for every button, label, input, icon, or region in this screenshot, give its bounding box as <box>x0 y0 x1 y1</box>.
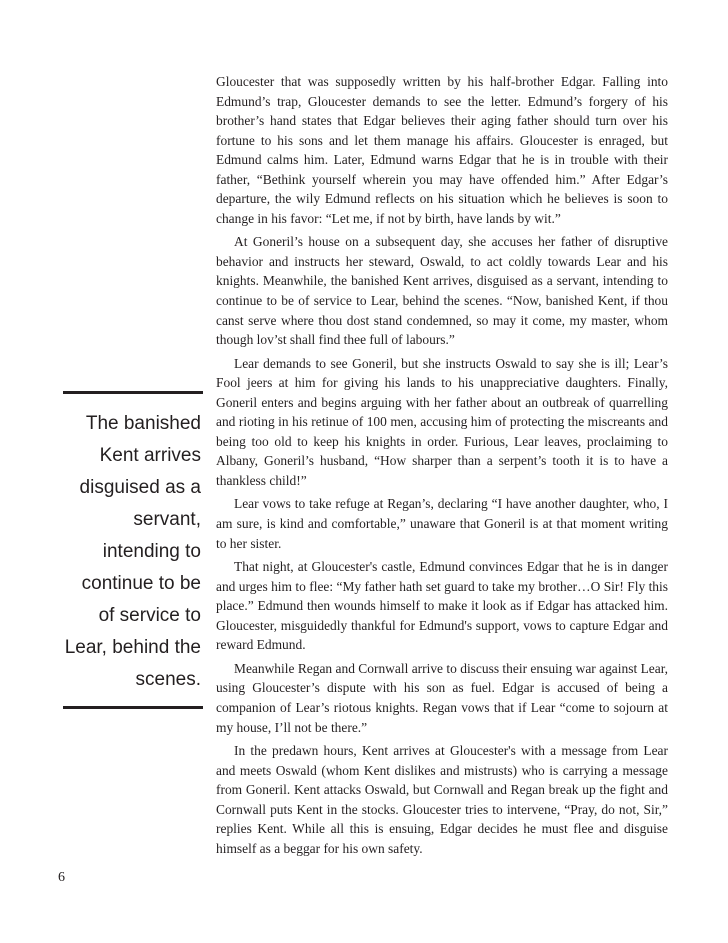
body-paragraph-3: Lear demands to see Goneril, but she instructs Oswald to say she is ill; Lear’s Fool jeers at him for giving his lands to his unappreciative daughters. Finally, Goneril enters and begins arguing with her father about an outbreak of quarrelling and rioting in his retinue of 100 men, accusing him of protecting the miscreants and being too old to keep his knights in order. Furious, Lear leaves, proclaiming to Albany, Goneril’s husband, “How sharper than a serpent’s tooth it is to have a thankless child!” <box>216 355 668 488</box>
body-paragraph-7: In the predawn hours, Kent arrives at Gloucester's with a message from Lear and meets Oswald (whom Kent dislikes and mistrusts) who is carrying a message from Goneril. Kent attacks Oswald, but Cornwall and Regan break up the fight and Cornwall puts Kent in the stocks. Gloucester tries to intervene, “Pray, do not, Sir,” replies Kent. While all this is ensuing, Edgar decides he must flee and disguise himself as a beggar for his own safety. <box>216 743 668 856</box>
body-paragraph-6: Meanwhile Regan and Cornwall arrive to discuss their ensuing war against Lear, using Gloucester’s dispute with his son as fuel. Edgar is accused of being a companion of Lear’s riotous knights. Regan vows that if Lear “come to sojourn at my house, I’ll not be there.” <box>216 660 668 735</box>
body-paragraph-2: At Goneril’s house on a subsequent day, she accuses her father of disruptive behavior and instructs her steward, Oswald, to act coldly towards Lear and his knights. Meanwhile, the banished Kent arrives, disguised as a servant, intending to continue to be of service to Lear, behind the scenes. “Now, banished Kent, if thou canst serve where thou dost stand condemned, so may it come, my master, whom though lov’st shall find thee full of labours.” <box>216 234 668 348</box>
page-number: 6 <box>58 870 65 885</box>
body-text <box>216 72 668 862</box>
body-paragraph-1: Gloucester that was supposedly written by his half-brother Edgar. Falling into Edmund’s trap, Gloucester demands to see the letter. Edmund’s forgery of his brother’s hand states that Edgar believes their aging father should turn over his fortune to his sons and let them manage his affairs. Gloucester is enraged, but Edmund calms him. Later, Edmund warns Edgar that he is in trouble with their father, “Bethink yourself wherein you may have offended him.” After Edgar’s departure, the wily Edmund reflects on his situation which he believes is soon to change in his favor: “Let me, if not by birth, have lands by wit.” <box>216 74 668 226</box>
pull-quote-text: The banished Kent arrives disguised as a servant, intending to continue to be of service to Lear, behind the scenes. <box>64 413 201 690</box>
body-paragraph-5: That night, at Gloucester's castle, Edmund convinces Edgar that he is in danger and urges him to flee: “My father hath set guard to take my brother…O Sir! Fly this place.” Edmund then wounds himself to make it look as if Edgar has attacked him. Gloucester, misguidedly thankful for Edmund's support, vows to capture Edgar and reward Edmund. <box>216 559 668 653</box>
pull-quote <box>63 391 203 709</box>
body-paragraph-4: Lear vows to take refuge at Regan’s, declaring “I have another daughter, who, I am sure, is kind and comfortable,” unaware that Goneril is at that moment writing to her sister. <box>216 496 668 551</box>
